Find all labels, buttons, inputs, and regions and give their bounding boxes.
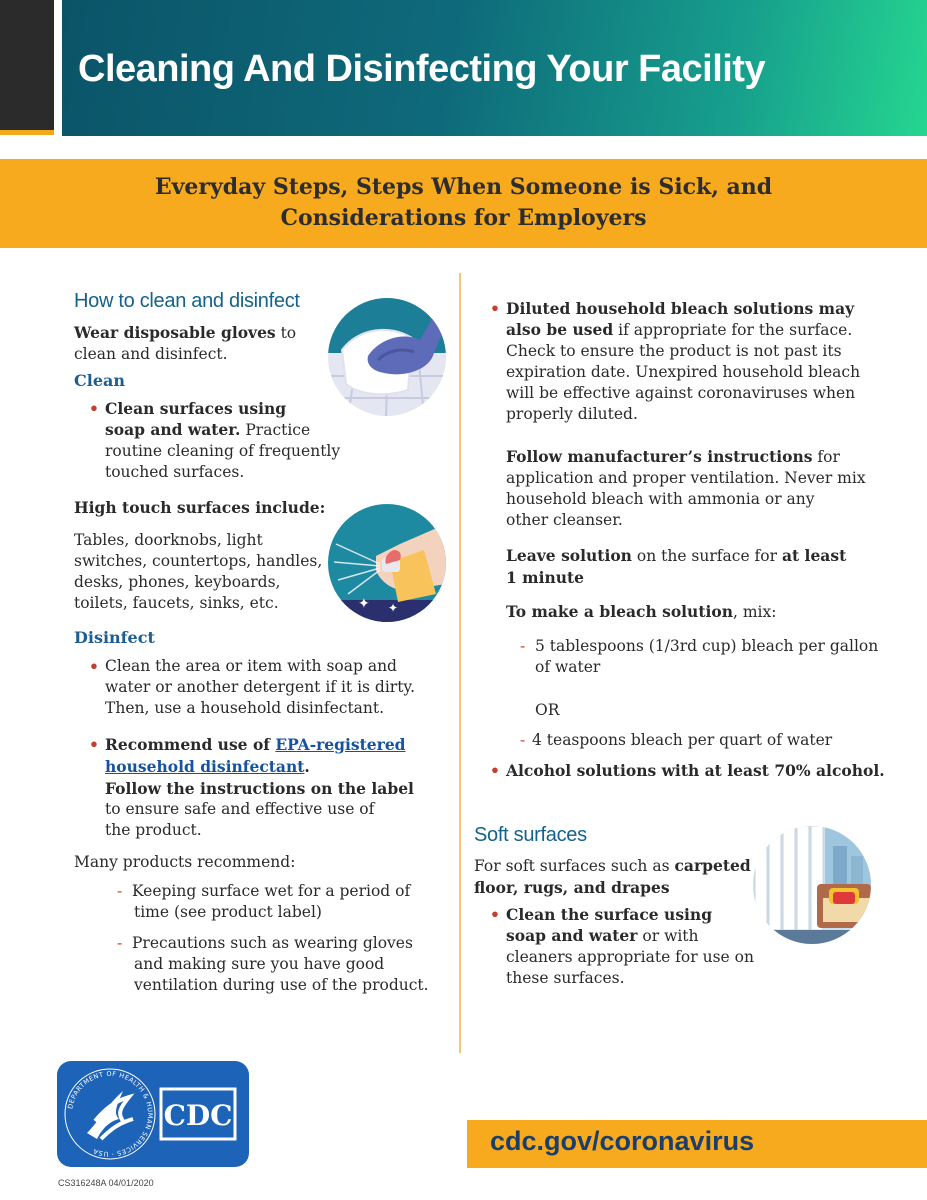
dash-item-2-line-1: Precautions such as wearing gloves (132, 934, 413, 952)
intro-text (74, 322, 296, 365)
high-touch-line: toilets, faucets, sinks, etc. (74, 594, 279, 612)
svg-text:✦: ✦ (388, 601, 399, 615)
drapes-icon (753, 826, 871, 944)
soft-line: these surfaces. (506, 969, 625, 987)
follow-rest: for (812, 448, 840, 466)
epa-disinfectant-link-2[interactable]: household disinfectant (105, 757, 305, 776)
high-touch-list (74, 530, 322, 614)
leave-solution-text (506, 545, 846, 588)
soft-intro-rest: For soft surfaces such as (474, 857, 675, 875)
bleach-bold-2: also be used (506, 320, 614, 339)
high-touch-line: switches, countertops, handles, (74, 552, 323, 570)
or-text: OR (535, 701, 560, 719)
header-dark-block (0, 0, 54, 130)
follow-label-bold: Follow the instructions on the label (105, 779, 414, 798)
bleach-bullet (490, 298, 910, 425)
header-accent-bar (0, 130, 54, 135)
disinfect-heading: Disinfect (74, 628, 155, 647)
section-title-clean-disinfect: How to clean and disinfect (74, 290, 300, 312)
hhs-eagle-icon (57, 1061, 249, 1167)
leave-bold-1: Leave solution (506, 546, 632, 565)
dash-item-1-line-1: Keeping surface wet for a period of (132, 882, 411, 900)
soft-intro (474, 855, 751, 898)
clean-bullet-rest-1: Practice (240, 421, 311, 439)
dash-item-1 (117, 881, 410, 923)
mix-2-text: 4 teaspoons bleach per quart of water (532, 731, 833, 749)
clean-bullet-rest-2: routine cleaning of frequently (105, 442, 341, 460)
soft-bullet (490, 904, 754, 989)
bleach-line: will be effective against coronaviruses when (506, 384, 856, 402)
recommend-period: . (304, 757, 310, 776)
page-subtitle (0, 172, 927, 234)
cdc-logo-text: CDC (163, 1099, 233, 1132)
document-id: CS316248A 04/01/2020 (58, 1178, 154, 1188)
hhs-cdc-logo (57, 1061, 249, 1167)
clean-bullet-bold-2: soap and water. (105, 420, 241, 439)
gloves-wiping-illustration (328, 298, 446, 416)
dash-marker: - (520, 637, 526, 655)
disinfect-line: Then, use a household disinfectant. (105, 699, 385, 717)
alcohol-bullet (490, 760, 885, 781)
leave-bold-2: at least (781, 546, 847, 565)
clean-bullet-bold-1: Clean surfaces using (105, 399, 287, 418)
epa-disinfectant-link[interactable]: EPA-registered (275, 735, 406, 754)
bullet-icon: • (89, 735, 99, 754)
clean-heading: Clean (74, 371, 125, 390)
make-bleach-text (506, 601, 776, 623)
column-divider (459, 273, 461, 1053)
spray-bottle-icon (328, 504, 446, 622)
bleach-line: properly diluted. (506, 405, 638, 423)
dash-item-2 (117, 933, 429, 996)
clean-bullet-rest-3: touched surfaces. (105, 463, 245, 481)
bleach-rest-1: if appropriate for the surface. (613, 321, 853, 339)
recommend-rest-2: the product. (105, 821, 202, 839)
recommend-rest-1: to ensure safe and effective use of (105, 800, 375, 818)
page-title: Cleaning And Disinfecting Your Facility (78, 48, 766, 90)
leave-rest: on the surface for (631, 547, 782, 565)
mix-item-1 (520, 636, 878, 678)
disinfect-line: water or another detergent if it is dirty. (105, 678, 416, 696)
make-bold: To make a bleach solution (506, 602, 733, 621)
dash-marker: - (117, 934, 123, 952)
follow-line: other cleanser. (506, 511, 623, 529)
dash-item-2-line-3: ventilation during use of the product. (134, 976, 429, 994)
clean-bullet (89, 398, 340, 483)
bleach-line: Check to ensure the product is not past its (506, 342, 842, 360)
gloves-icon (328, 298, 446, 416)
high-touch-heading: High touch surfaces include: (74, 498, 326, 517)
drapes-couch-illustration (753, 826, 871, 944)
bullet-icon: • (89, 399, 99, 418)
disinfect-bullet-1 (89, 656, 415, 719)
bullet-icon: • (490, 761, 500, 780)
soft-bold-1: Clean the surface using (506, 905, 713, 924)
follow-line: application and proper ventilation. Never mix (506, 469, 866, 487)
bullet-icon: • (490, 905, 500, 924)
disinfect-bullet-2 (89, 734, 414, 841)
recommend-bold: Recommend use of (105, 735, 276, 754)
many-products-text: Many products recommend: (74, 853, 296, 871)
intro-bold: Wear disposable gloves (74, 323, 276, 342)
section-title-soft-surfaces: Soft surfaces (474, 824, 587, 846)
follow-bold: Follow manufacturer’s instructions (506, 447, 813, 466)
follow-manufacturer-text (506, 446, 866, 531)
spray-bottle-illustration (328, 504, 446, 622)
follow-line: household bleach with ammonia or any (506, 490, 815, 508)
mix-item-2 (520, 730, 832, 751)
bleach-line: expiration date. Unexpired household bleach (506, 363, 861, 381)
soft-rest-1: or with (637, 927, 699, 945)
leave-bold-3: 1 minute (506, 568, 585, 587)
soft-intro-bold-1: carpeted (674, 856, 751, 875)
dash-item-1-line-2: time (see product label) (134, 903, 322, 921)
bullet-icon: • (490, 299, 500, 318)
svg-text:✦: ✦ (358, 596, 370, 612)
make-rest: , mix: (732, 603, 777, 621)
dash-marker: - (117, 882, 123, 900)
alcohol-text: Alcohol solutions with at least 70% alcohol. (506, 761, 885, 780)
soft-intro-bold-2: floor, rugs, and drapes (474, 878, 670, 897)
disinfect-line: Clean the area or item with soap and (105, 657, 397, 675)
intro-rest: to (275, 324, 297, 342)
intro-line-2: clean and disinfect. (74, 345, 228, 363)
hhs-ring-text: DEPARTMENT OF HEALTH & HUMAN SERVICES · USA (66, 1069, 155, 1159)
soft-bold-2: soap and water (506, 926, 638, 945)
high-touch-line: Tables, doorknobs, light (74, 531, 263, 549)
mix-1-line-2: of water (535, 658, 601, 676)
subtitle-line-1: Everyday Steps, Steps When Someone is Sick, and (154, 174, 773, 200)
bleach-bold-1: Diluted household bleach solutions may (506, 299, 855, 318)
dash-item-2-line-2: and making sure you have good (134, 955, 385, 973)
mix-1-line-1: 5 tablespoons (1/3rd cup) bleach per gallon (535, 637, 879, 655)
dash-marker: - (520, 731, 526, 749)
cdc-coronavirus-link[interactable]: cdc.gov/coronavirus (490, 1126, 755, 1156)
bullet-icon: • (89, 657, 99, 676)
high-touch-line: desks, phones, keyboards, (74, 573, 281, 591)
soft-line: cleaners appropriate for use on (506, 948, 754, 966)
subtitle-line-2: Considerations for Employers (280, 205, 647, 231)
